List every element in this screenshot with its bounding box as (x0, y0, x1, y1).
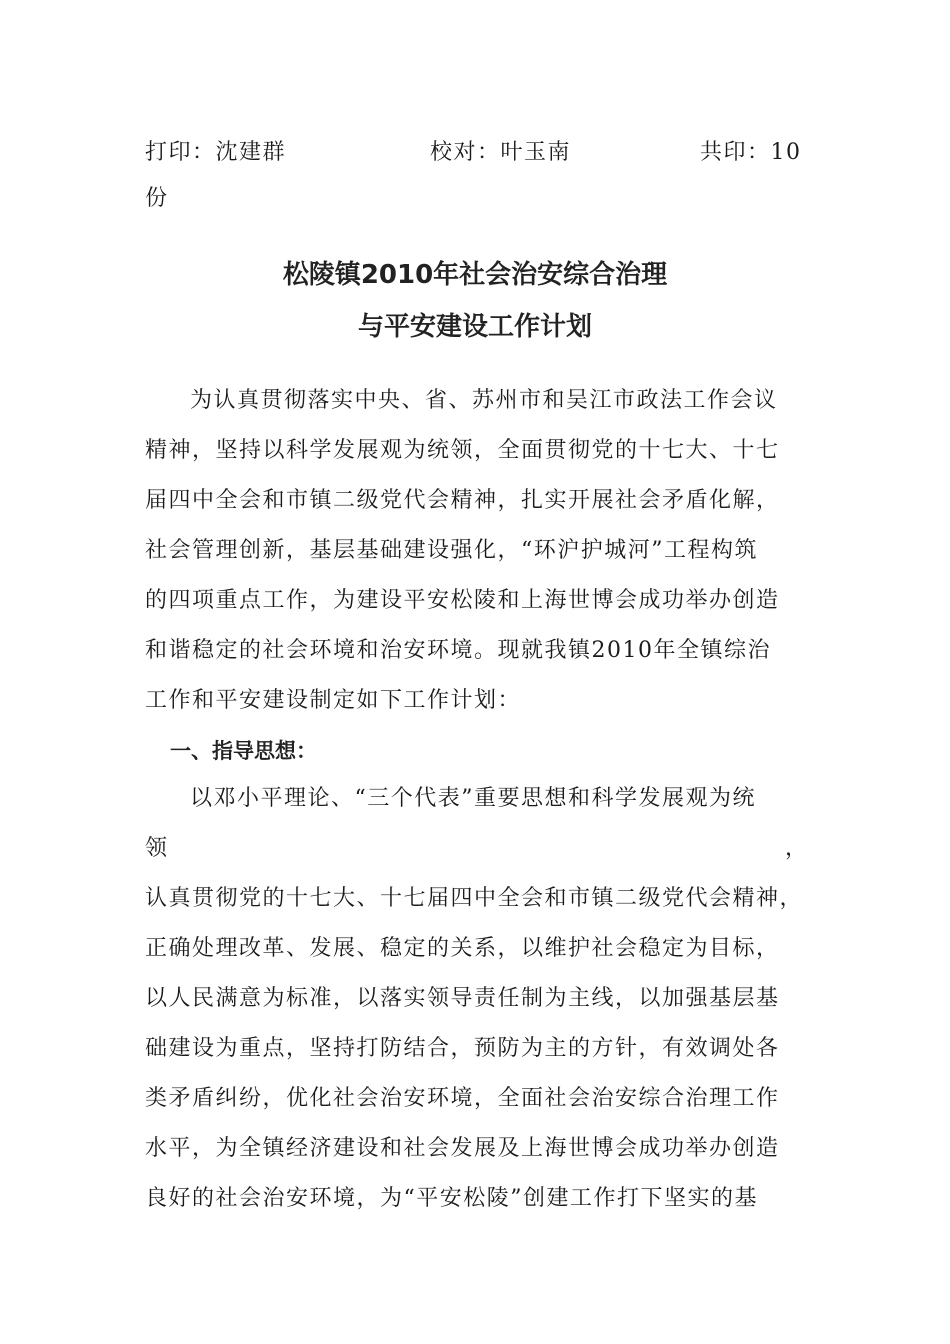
section-line: 领 (145, 836, 169, 861)
section-line: 以邓小平理论、“三个代表”重要思想和科学发展观为统 (190, 786, 756, 811)
document-title-line-2: 与平安建设工作计划 (357, 312, 592, 342)
intro-line: 为认真贯彻落实中央、省、苏州市和吴江市政法工作会议 (190, 388, 778, 413)
intro-line: 届四中全会和市镇二级党代会精神，扎实开展社会矛盾化解， (145, 488, 780, 513)
section-line: 认真贯彻党的十七大、十七届四中全会和市镇二级党代会精神， (145, 886, 804, 911)
section-line: 正确处理改革、发展、稳定的关系，以维护社会稳定为目标， (145, 936, 780, 961)
section-line: 础建设为重点，坚持打防结合，预防为主的方针，有效调处各 (145, 1036, 780, 1061)
section-line: 以人民满意为标准，以落实领导责任制为主线，以加强基层基 (145, 986, 780, 1011)
document-title-line-1: 松陵镇2010年社会治安综合治理 (282, 260, 668, 290)
section-heading-guiding-ideology: 一、指导思想： (170, 739, 317, 763)
intro-line: 精神，坚持以科学发展观为统领，全面贯彻党的十七大、十七 (145, 438, 780, 463)
intro-line: 的四项重点工作，为建设平安松陵和上海世博会成功举办创造 (145, 588, 780, 613)
copies-label: 共印：10 (700, 140, 802, 165)
copies-unit: 份 (145, 186, 169, 211)
intro-line: 社会管理创新，基层基础建设强化，“环沪护城河”工程构筑 (145, 538, 758, 563)
section-line: 水平，为全镇经济建设和社会发展及上海世博会成功举办创造 (145, 1136, 780, 1161)
section-line-comma: ， (785, 836, 808, 861)
proofreader-label: 校对：叶玉南 (430, 140, 572, 165)
intro-line: 和谐稳定的社会环境和治安环境。现就我镇2010年全镇综治 (145, 638, 771, 663)
section-line: 良好的社会治安环境，为“平安松陵”创建工作打下坚实的基 (145, 1186, 758, 1211)
intro-line: 工作和平安建设制定如下工作计划： (145, 688, 522, 713)
section-line: 类矛盾纠纷，优化社会治安环境，全面社会治安综合治理工作 (145, 1086, 780, 1111)
print-info-row (145, 138, 810, 168)
printer-label: 打印：沈建群 (145, 140, 287, 165)
